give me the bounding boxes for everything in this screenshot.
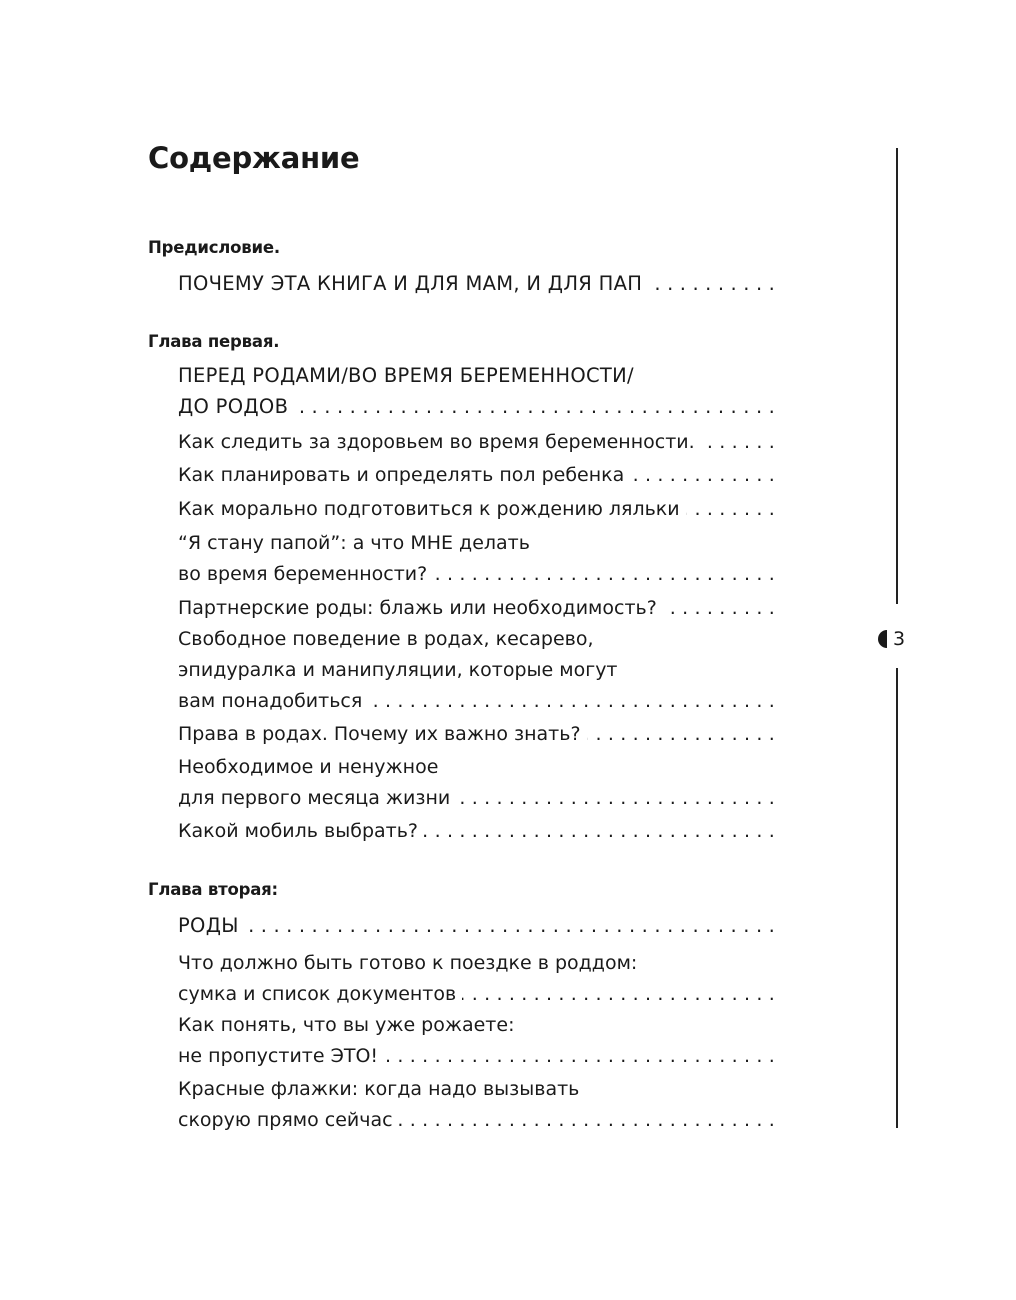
margin-rule-bottom <box>896 668 898 1128</box>
page-title: Содержание <box>148 141 360 175</box>
toc-entry: эпидуралка и манипуляции, которые могут <box>178 659 618 681</box>
page-number: 3 <box>893 628 906 650</box>
toc-entry: во время беременности? . . . <box>178 562 775 586</box>
toc-entry: Как понять, что вы уже рожаете: <box>178 1014 515 1036</box>
toc-entry: ПЕРЕД РОДАМИ/ВО ВРЕМЯ БЕРЕМЕННОСТИ/ <box>178 364 634 387</box>
toc-entry: ДО РОДОВ . . . <box>178 395 775 419</box>
toc-section-chapter-2 <box>148 879 778 1131</box>
toc-section-chapter-1 <box>148 331 778 842</box>
toc-entry: сумка и список документов . . . <box>178 982 775 1006</box>
toc-entry: Партнерские роды: блажь или необходимость? . . . <box>178 596 775 620</box>
margin-rule-top <box>896 148 898 604</box>
toc-section-preface <box>148 237 778 295</box>
section-heading: Глава вторая: <box>148 880 278 899</box>
toc-entry: для первого месяца жизни . . . <box>178 786 775 810</box>
toc-entry: Как морально подготовиться к рождению ляльки . . . <box>178 497 775 521</box>
toc-entry: Свободное поведение в родах, кесарево, <box>178 628 594 650</box>
toc-entry: Права в родах. Почему их важно знать? . . . <box>178 722 775 746</box>
page-marker <box>878 627 905 651</box>
toc-entry: Красные флажки: когда надо вызывать <box>178 1078 580 1100</box>
toc-entry: Как планировать и определять пол ребенка . . . <box>178 463 775 487</box>
toc-entry: не пропустите ЭТО! . . . <box>178 1044 775 1068</box>
toc-entry: Какой мобиль выбрать? . . . <box>178 819 775 843</box>
toc-entry: скорую прямо сейчас . . . <box>178 1108 775 1132</box>
toc-entry: “Я стану папой”: а что МНЕ делать <box>178 532 530 554</box>
toc-entry: ПОЧЕМУ ЭТА КНИГА И ДЛЯ МАМ, И ДЛЯ ПАП . . . <box>178 272 775 296</box>
half-circle-icon <box>878 630 887 648</box>
section-heading: Предисловие. <box>148 238 280 257</box>
toc-entry: Что должно быть готово к поездке в роддом: <box>178 952 638 974</box>
toc-entry: Как следить за здоровьем во время беременности. . . . <box>178 430 775 454</box>
section-heading: Глава первая. <box>148 332 280 351</box>
toc-entry: Необходимое и ненужное <box>178 756 439 778</box>
toc-entry: РОДЫ . . . <box>178 914 775 938</box>
toc-entry: вам понадобиться . . . <box>178 689 775 713</box>
